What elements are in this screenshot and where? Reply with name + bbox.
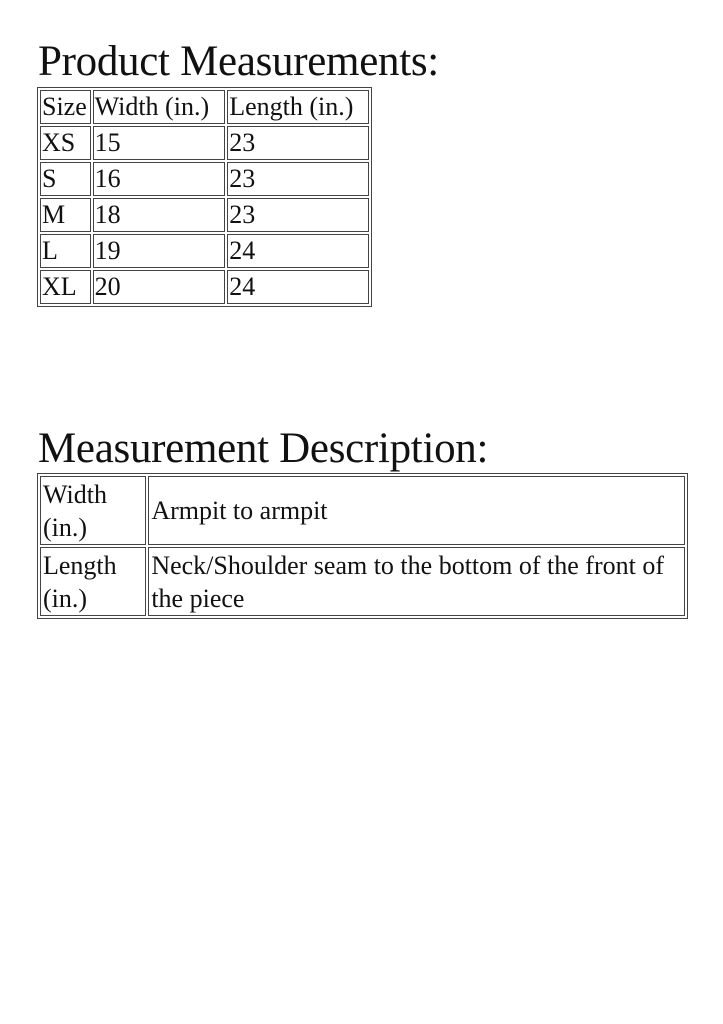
term-cell: Width (in.) [40, 476, 146, 545]
definition-cell: Armpit to armpit [148, 476, 685, 545]
table-row [40, 234, 369, 268]
table-row [40, 126, 369, 160]
length-cell: 23 [227, 162, 369, 196]
table-row [40, 270, 369, 304]
table-row [40, 198, 369, 232]
term-cell: Length (in.) [40, 547, 146, 616]
table-row [40, 547, 685, 616]
table-row [40, 162, 369, 196]
length-cell: 24 [227, 270, 369, 304]
table-header-row [40, 90, 369, 124]
width-cell: 18 [93, 198, 226, 232]
size-cell: M [40, 198, 91, 232]
definition-cell: Neck/Shoulder seam to the bottom of the front of the piece [148, 547, 685, 616]
measurements-table [37, 87, 372, 307]
size-cell: XL [40, 270, 91, 304]
table-row [40, 476, 685, 545]
header-size: Size [40, 90, 91, 124]
width-cell: 15 [93, 126, 226, 160]
width-cell: 19 [93, 234, 226, 268]
header-width: Width (in.) [93, 90, 226, 124]
length-cell: 23 [227, 126, 369, 160]
measurement-description-title: Measurement Description: [38, 425, 489, 472]
size-cell: L [40, 234, 91, 268]
width-cell: 16 [93, 162, 226, 196]
size-cell: XS [40, 126, 91, 160]
size-cell: S [40, 162, 91, 196]
description-table [37, 473, 688, 619]
product-measurements-title: Product Measurements: [38, 38, 439, 85]
length-cell: 23 [227, 198, 369, 232]
length-cell: 24 [227, 234, 369, 268]
width-cell: 20 [93, 270, 226, 304]
header-length: Length (in.) [227, 90, 369, 124]
